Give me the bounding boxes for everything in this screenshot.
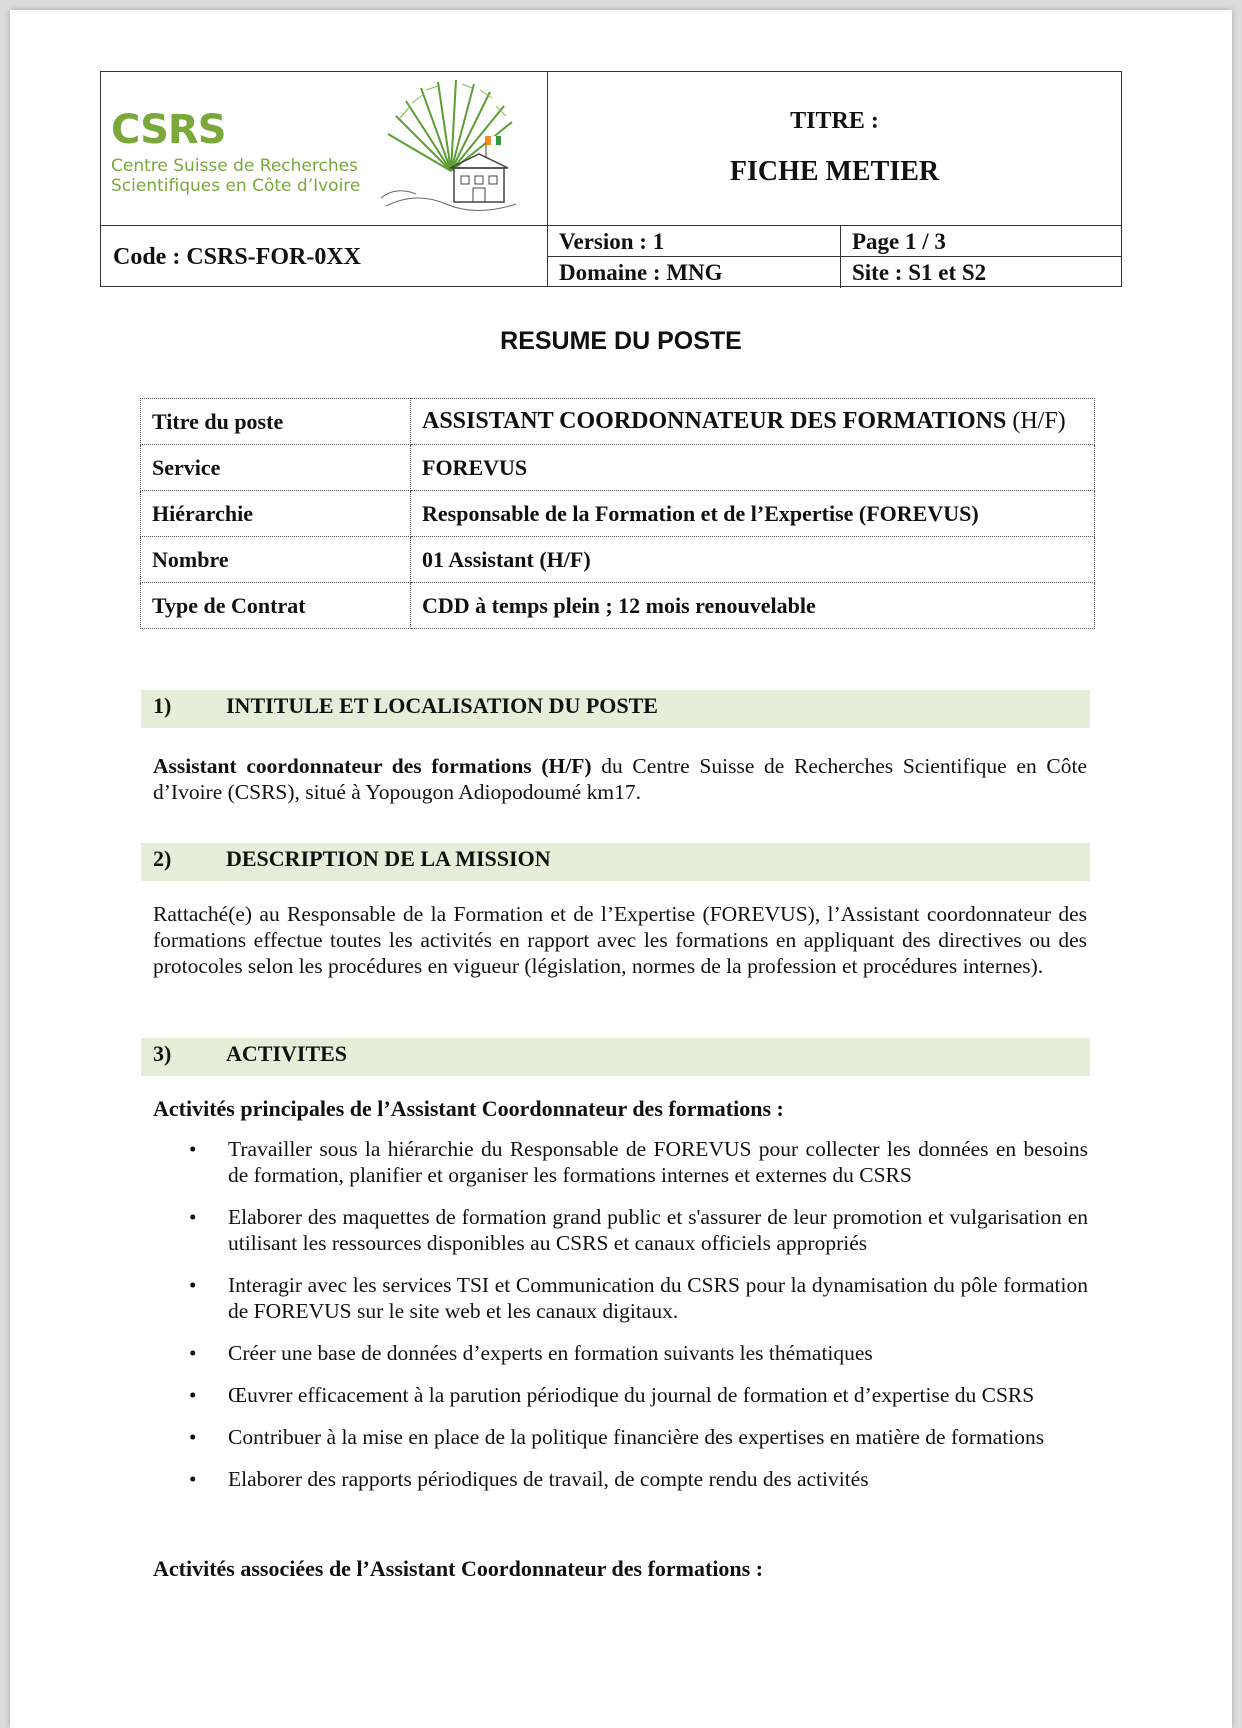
csrs-logo <box>111 107 361 196</box>
bullet-icon: • <box>189 1467 197 1491</box>
palm-tree-building-icon <box>376 76 526 216</box>
list-item-text: Travailler sous la hiérarchie du Responsable de FOREVUS pour collecter les données en besoins de formation, planifier et organiser les formations internes et externes du CSRS <box>228 1137 1088 1187</box>
document-header <box>100 71 1122 287</box>
list-item-text: Contribuer à la mise en place de la politique financière des expertises en matière de formations <box>228 1425 1045 1449</box>
summary-key: Titre du poste <box>141 399 411 445</box>
summary-key: Service <box>141 445 411 491</box>
list-item-text: Elaborer des maquettes de formation grand public et s'assurer de leur promotion et vulgarisation en utilisant les ressources disponibles au CSRS et canaux officiels appropriés <box>228 1205 1088 1255</box>
job-title: ASSISTANT COORDONNATEUR DES FORMATIONS <box>422 408 1007 434</box>
list-item <box>153 1424 1088 1450</box>
list-item-text: Créer une base de données d’experts en formation suivants les thématiques <box>228 1341 873 1365</box>
summary-value: FOREVUS <box>411 445 1095 491</box>
section-title: DESCRIPTION DE LA MISSION <box>226 846 551 871</box>
summary-table <box>140 398 1095 629</box>
table-row <box>141 583 1095 629</box>
title-value: FICHE METIER <box>729 156 940 187</box>
section-number: 1) <box>153 693 172 718</box>
list-item <box>153 1272 1088 1324</box>
section-title: ACTIVITES <box>226 1041 348 1066</box>
bullet-icon: • <box>189 1383 197 1407</box>
mission-paragraph: Rattaché(e) au Responsable de la Formation et de l’Expertise (FOREVUS), l’Assistant coordonnateur des formations effectue toutes les activités en rapport avec les formations en appliquant des directives ou des protocoles selon les procédures en vigueur (législation, normes de la profession et procédures internes). <box>153 902 1087 978</box>
bullet-icon: • <box>189 1273 197 1297</box>
logo-cell <box>101 72 548 225</box>
summary-value: CDD à temps plein ; 12 mois renouvelable <box>411 583 1095 629</box>
list-item <box>153 1136 1088 1188</box>
section-heading-3 <box>141 1038 1090 1076</box>
logo-line-2: Scientifiques en Côte d’Ivoire <box>111 176 361 196</box>
table-row <box>141 399 1095 445</box>
bullet-icon: • <box>189 1205 197 1229</box>
list-item <box>153 1466 1088 1492</box>
section-number: 3) <box>153 1041 172 1066</box>
list-item <box>153 1204 1088 1256</box>
summary-value: 01 Assistant (H/F) <box>411 537 1095 583</box>
document-domain: Domaine : MNG <box>548 257 841 288</box>
bullet-icon: • <box>189 1425 197 1449</box>
document-version: Version : 1 <box>548 226 841 257</box>
logo-line-1: Centre Suisse de Recherches <box>111 156 358 176</box>
intitule-paragraph <box>153 753 1087 805</box>
list-item <box>153 1382 1088 1408</box>
list-item <box>153 1340 1088 1366</box>
summary-key: Type de Contrat <box>141 583 411 629</box>
section-heading-2 <box>141 843 1090 881</box>
section-title: INTITULE ET LOCALISATION DU POSTE <box>226 693 658 718</box>
table-row <box>141 491 1095 537</box>
summary-key: Nombre <box>141 537 411 583</box>
section-heading-1 <box>141 690 1090 728</box>
document-code: Code : CSRS-FOR-0XX <box>101 226 548 286</box>
summary-key: Hiérarchie <box>141 491 411 537</box>
list-item-text: Elaborer des rapports périodiques de travail, de compte rendu des activités <box>228 1467 869 1491</box>
table-row <box>141 537 1095 583</box>
list-item-text: Œuvrer efficacement à la parution périodique du journal de formation et d’expertise du CSRS <box>228 1383 1035 1407</box>
page-number: Page 1 / 3 <box>841 226 1121 257</box>
bullet-icon: • <box>189 1341 197 1365</box>
bullet-icon: • <box>189 1137 197 1161</box>
title-label: TITRE : <box>790 108 879 134</box>
section-number: 2) <box>153 846 172 871</box>
summary-value: Responsable de la Formation et de l’Expertise (FOREVUS) <box>411 491 1095 537</box>
document-site: Site : S1 et S2 <box>852 260 987 285</box>
activites-principales-title: Activités principales de l’Assistant Coordonnateur des formations : <box>153 1096 784 1121</box>
activities-list <box>153 1136 1088 1508</box>
resume-title: RESUME DU POSTE <box>500 327 742 355</box>
activites-associees-title: Activités associées de l’Assistant Coordonnateur des formations : <box>153 1556 764 1581</box>
table-row <box>141 445 1095 491</box>
job-title-suffix: (H/F) <box>1012 408 1066 434</box>
intitule-rest: du Centre Suisse de Recherches Scientifique en Côte d’Ivoire (CSRS), situé à Yopougon Adiopodoumé km17. <box>153 754 1087 804</box>
header-meta-row <box>101 225 1121 286</box>
summary-value <box>411 399 1095 445</box>
list-item-text: Interagir avec les services TSI et Communication du CSRS pour la dynamisation du pôle formation de FOREVUS sur le site web et les canaux digitaux. <box>228 1273 1088 1323</box>
intitule-bold: Assistant coordonnateur des formations (H/F) <box>153 754 592 778</box>
logo-name: CSRS <box>111 107 226 153</box>
title-cell <box>548 72 1121 225</box>
